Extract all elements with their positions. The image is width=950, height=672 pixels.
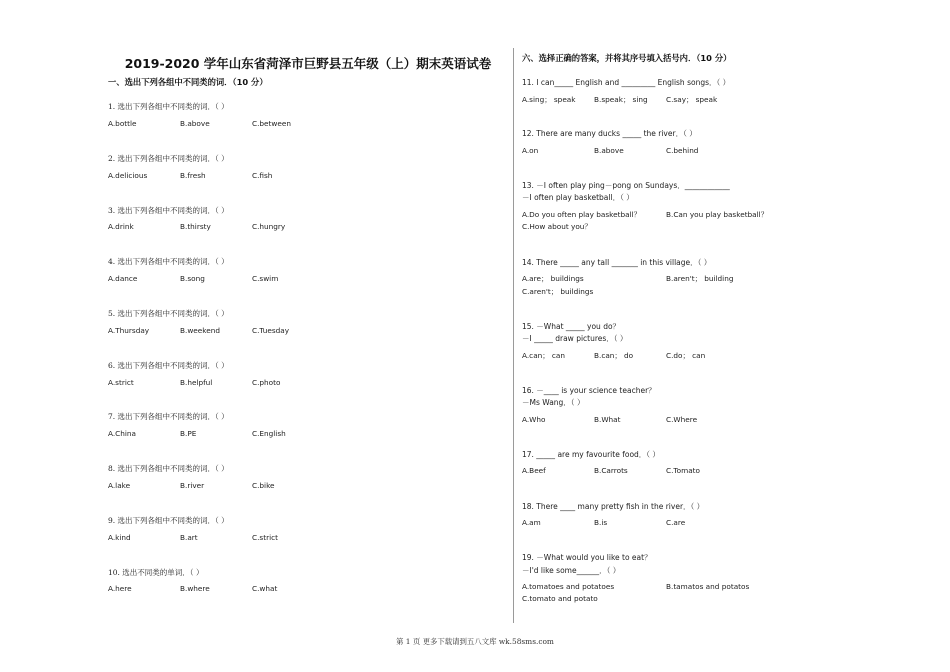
- option-a[interactable]: A.tomatoes and potatoes: [522, 582, 615, 591]
- question-stem: 5. 选出下列各组中不同类的词．（ ）: [108, 309, 229, 318]
- option-a[interactable]: A.am: [522, 518, 541, 527]
- question-stem: 8. 选出下列各组中不同类的词．（ ）: [108, 464, 229, 473]
- option-b[interactable]: B.helpful: [180, 378, 213, 387]
- option-a[interactable]: A.are； buildings: [522, 274, 584, 283]
- option-a[interactable]: A.delicious: [108, 171, 148, 180]
- question-stem: 17. _____ are my favourite food．（ ）: [522, 450, 660, 459]
- option-b[interactable]: B.tamatos and potatos: [666, 582, 750, 591]
- question-stem: 18. There ____ many pretty fish in the river．（ ）: [522, 502, 705, 511]
- question-stem: 3. 选出下列各组中不同类的词．（ ）: [108, 206, 229, 215]
- option-b[interactable]: B.river: [180, 481, 205, 490]
- option-b[interactable]: B.can； do: [594, 351, 634, 360]
- option-b[interactable]: B.weekend: [180, 326, 220, 335]
- question-stem: 16. －____ is your science teacher？: [522, 386, 656, 395]
- option-a[interactable]: A.strict: [108, 378, 134, 387]
- option-c[interactable]: C.fish: [252, 171, 273, 180]
- option-a[interactable]: A.Do you often play basketball？: [522, 210, 641, 219]
- option-c[interactable]: C.what: [252, 584, 278, 593]
- option-a[interactable]: A.can； can: [522, 351, 566, 360]
- page-footer: 第 1 页 更多下载请到五八文库 wk.58sms.com: [396, 637, 554, 646]
- option-c[interactable]: C.strict: [252, 533, 278, 542]
- option-b[interactable]: B.aren't； building: [666, 274, 734, 283]
- option-c[interactable]: C.swim: [252, 274, 279, 283]
- option-c[interactable]: C.behind: [666, 146, 699, 155]
- option-a[interactable]: A.kind: [108, 533, 131, 542]
- option-a[interactable]: A.Thursday: [108, 326, 150, 335]
- option-c[interactable]: C.do； can: [666, 351, 706, 360]
- option-c[interactable]: C.aren't； buildings: [522, 287, 594, 296]
- option-b[interactable]: B.art: [180, 533, 198, 542]
- question-stem: 13. －I often play ping－pong on Sundays．____________: [522, 181, 730, 190]
- option-b[interactable]: B.Can you play basketball？: [666, 210, 769, 219]
- option-c[interactable]: C.Tomato: [666, 466, 701, 475]
- question-stem-line2: －I _____ draw pictures．（ ）: [522, 334, 628, 343]
- option-c[interactable]: C.How about you？: [522, 222, 592, 231]
- option-b[interactable]: B.What: [594, 415, 621, 424]
- question-stem: 7. 选出下列各组中不同类的词．（ ）: [108, 412, 229, 421]
- option-c[interactable]: C.English: [252, 429, 286, 438]
- option-b[interactable]: B.is: [594, 518, 608, 527]
- question-stem-line2: －I often play basketball．（ ）: [522, 193, 634, 202]
- section-6-heading: 六、选择正确的答案，并将其序号填入括号内．（10 分）: [522, 53, 732, 63]
- question-stem-line2: －I'd like some______．（ ）: [522, 566, 621, 575]
- question-stem: 2. 选出下列各组中不同类的词．（ ）: [108, 154, 229, 163]
- option-a[interactable]: A.Beef: [522, 466, 546, 475]
- option-c[interactable]: C.photo: [252, 378, 281, 387]
- option-c[interactable]: C.are: [666, 518, 686, 527]
- column-divider: [513, 48, 514, 623]
- option-a[interactable]: A.lake: [108, 481, 131, 490]
- option-c[interactable]: C.Where: [666, 415, 698, 424]
- option-b[interactable]: B.Carrots: [594, 466, 628, 475]
- question-stem: 14. There _____ any tall _______ in this village．（ ）: [522, 258, 712, 267]
- option-a[interactable]: A.China: [108, 429, 137, 438]
- option-a[interactable]: A.bottle: [108, 119, 137, 128]
- question-stem: 12. There are many ducks _____ the river．（ ）: [522, 129, 697, 138]
- question-stem: 9. 选出下列各组中不同类的词．（ ）: [108, 516, 229, 525]
- question-stem: 11. I can_____ English and _________ English songs．（ ）: [522, 78, 731, 87]
- option-c[interactable]: C.tomato and potato: [522, 594, 598, 603]
- option-a[interactable]: A.sing； speak: [522, 95, 576, 104]
- option-b[interactable]: B.PE: [180, 429, 197, 438]
- page-title: 2019-2020 学年山东省菏泽市巨野县五年级（上）期末英语试卷: [124, 56, 492, 71]
- option-c[interactable]: C.between: [252, 119, 291, 128]
- option-c[interactable]: C.hungry: [252, 222, 286, 231]
- option-b[interactable]: B.above: [180, 119, 210, 128]
- option-a[interactable]: A.on: [522, 146, 539, 155]
- option-b[interactable]: B.fresh: [180, 171, 206, 180]
- question-stem: 6. 选出下列各组中不同类的词．（ ）: [108, 361, 229, 370]
- question-stem: 4. 选出下列各组中不同类的词．（ ）: [108, 257, 229, 266]
- option-a[interactable]: A.here: [108, 584, 132, 593]
- option-b[interactable]: B.thirsty: [180, 222, 211, 231]
- option-a[interactable]: A.drink: [108, 222, 134, 231]
- option-a[interactable]: A.dance: [108, 274, 138, 283]
- option-a[interactable]: A.Who: [522, 415, 546, 424]
- question-stem: 1. 选出下列各组中不同类的词．（ ）: [108, 102, 229, 111]
- option-c[interactable]: C.Tuesday: [252, 326, 290, 335]
- option-b[interactable]: B.above: [594, 146, 624, 155]
- option-b[interactable]: B.speak； sing: [594, 95, 648, 104]
- question-stem: 19. －What would you like to eat？: [522, 553, 652, 562]
- question-stem-line2: －Ms Wang．（ ）: [522, 398, 585, 407]
- section-1-heading: 一、选出下列各组中不同类的词．（10 分）: [108, 77, 268, 87]
- question-stem: 15. －What _____ you do？: [522, 322, 621, 331]
- question-stem: 10. 选出不同类的单词．（ ）: [108, 568, 204, 577]
- option-b[interactable]: B.song: [180, 274, 205, 283]
- option-c[interactable]: C.bike: [252, 481, 275, 490]
- option-b[interactable]: B.where: [180, 584, 210, 593]
- option-c[interactable]: C.say； speak: [666, 95, 718, 104]
